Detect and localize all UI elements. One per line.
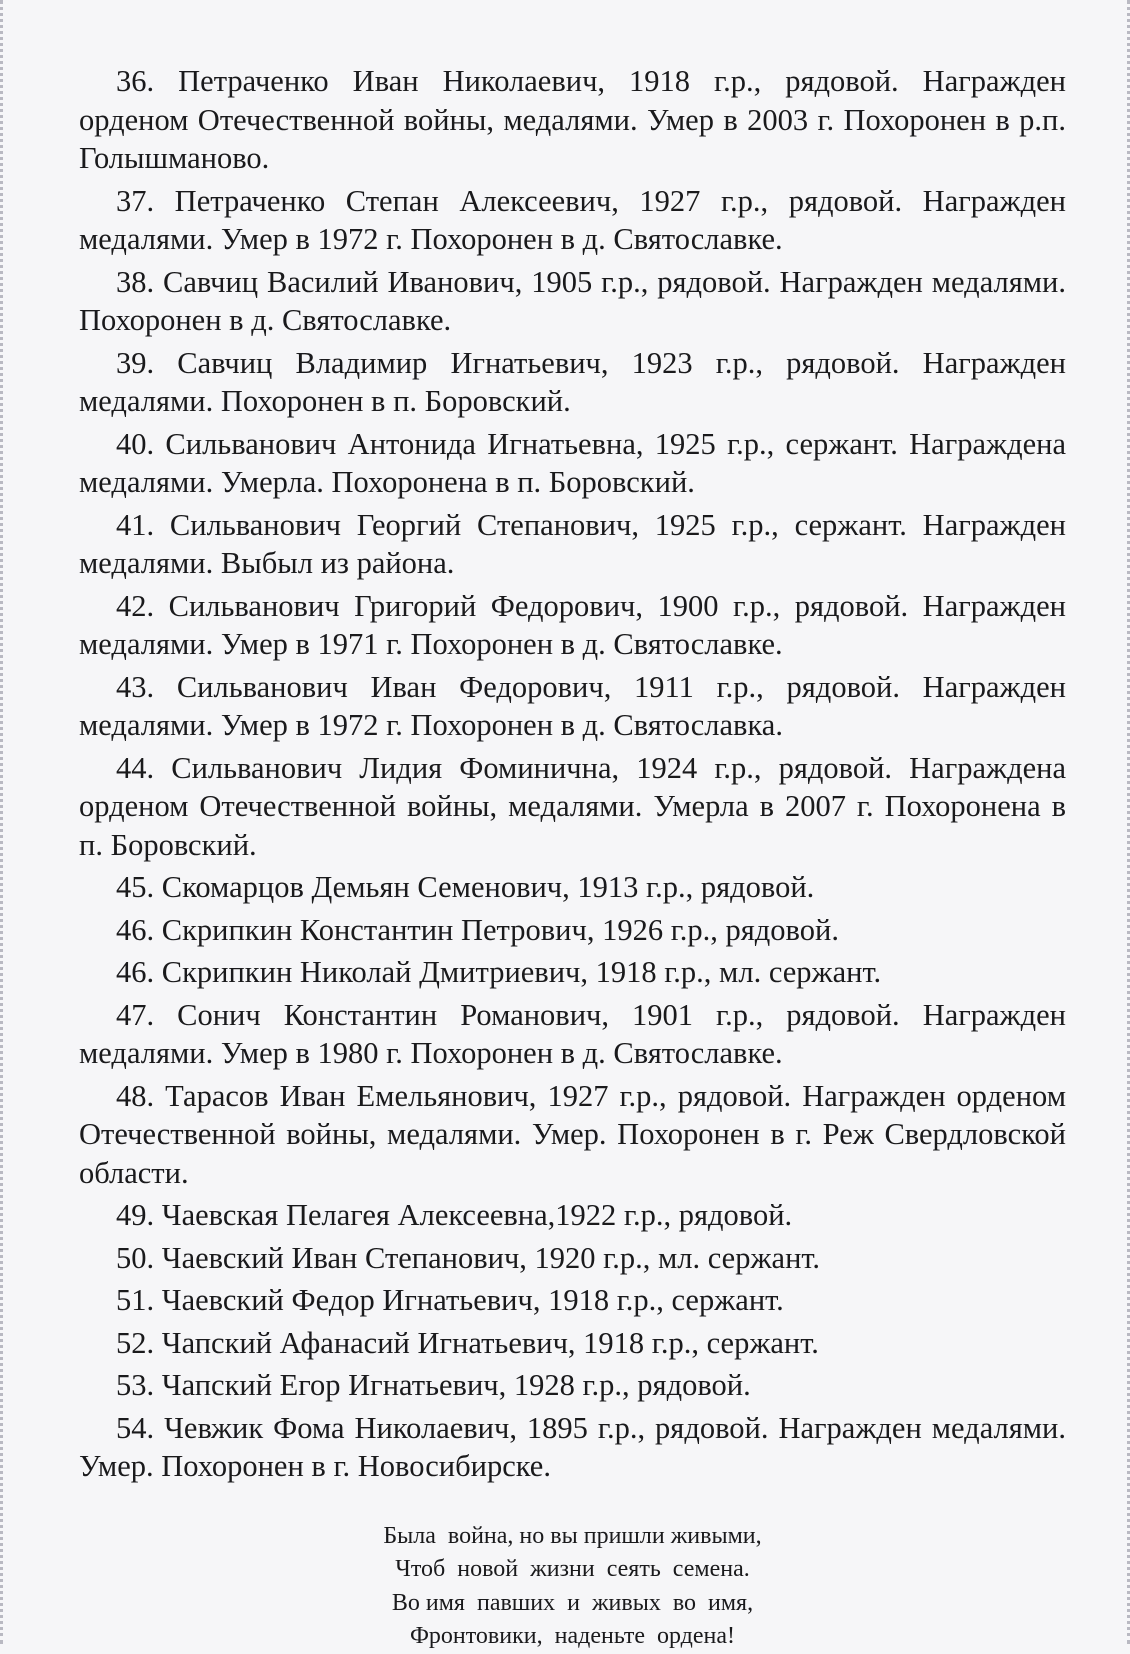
closing-poem (79, 1520, 1066, 1654)
list-item: 47. Сонич Константин Романович, 1901 г.р., рядовой. Награжден медалями. Умер в 1980 г. Похоронен в д. Святославке. (79, 997, 1066, 1070)
list-item: 46. Скрипкин Константин Петрович, 1926 г.р., рядовой. (116, 912, 839, 947)
list-item: 36. Петраченко Иван Николаевич, 1918 г.р., рядовой. Награжден орденом Отечественной войны, медалями. Умер в 2003 г. Похоронен в р.п. Голышманово. (79, 64, 1066, 175)
list-item: 46. Скрипкин Николай Дмитриевич, 1918 г.р., мл. сержант. (116, 955, 882, 989)
list-item: 49. Чаевская Пелагея Алексеевна,1922 г.р., рядовой. (116, 1198, 793, 1232)
list-item: 43. Сильванович Иван Федорович, 1911 г.р., рядовой. Награжден медалями. Умер в 1972 г. Похоронен в д. Святославка. (79, 669, 1066, 742)
list-item: 45. Скомарцов Демьян Семенович, 1913 г.р., рядовой. (116, 870, 815, 904)
list-item: 41. Сильванович Георгий Степанович, 1925 г.р., сержант. Награжден медалями. Выбыл из района. (79, 507, 1066, 580)
poem-line: Была война, но вы пришли живыми, (383, 1522, 762, 1549)
list-item: 48. Тарасов Иван Емельянович, 1927 г.р., рядовой. Награжден орденом Отечественной войны, медалями. Умер. Похоронен в г. Реж Свердловской области. (79, 1078, 1066, 1190)
poem-line: Во имя павших и живых во имя, (391, 1589, 754, 1616)
list-item: 51. Чаевский Федор Игнатьевич, 1918 г.р., сержант. (116, 1283, 784, 1317)
list-item: 38. Савчиц Василий Иванович, 1905 г.р., рядовой. Награжден медалями. Похоронен в д. Святославке. (79, 264, 1066, 337)
list-item: 52. Чапский Афанасий Игнатьевич, 1918 г.р., сержант. (116, 1325, 819, 1360)
list-item: 40. Сильванович Антонида Игнатьевна, 1925 г.р., сержант. Награждена медалями. Умерла. Похоронена в п. Боровский. (79, 426, 1066, 499)
veterans-list (79, 62, 1066, 1486)
poem-line: Фронтовики, наденьте ордена! (409, 1623, 736, 1649)
list-item: 54. Чевжик Фома Николаевич, 1895 г.р., рядовой. Награжден медалями. Умер. Похоронен в г. Новосибирске. (79, 1410, 1066, 1483)
list-item: 53. Чапский Егор Игнатьевич, 1928 г.р., рядовой. (116, 1368, 751, 1402)
document-body (79, 62, 1066, 1654)
list-item: 50. Чаевский Иван Степанович, 1920 г.р., мл. сержант. (116, 1240, 821, 1275)
poem-line: Чтоб новой жизни сеять семена. (395, 1556, 750, 1582)
list-item: 39. Савчиц Владимир Игнатьевич, 1923 г.р., рядовой. Награжден медалями. Похоронен в п. Боровский. (79, 345, 1066, 418)
list-item: 44. Сильванович Лидия Фоминична, 1924 г.р., рядовой. Награждена орденом Отечественной войны, медалями. Умерла в 2007 г. Похоронена в п. Боровский. (79, 750, 1066, 862)
list-item: 42. Сильванович Григорий Федорович, 1900 г.р., рядовой. Награжден медалями. Умер в 1971 г. Похоронен в д. Святославке. (79, 588, 1066, 661)
list-item: 37. Петраченко Степан Алексеевич, 1927 г.р., рядовой. Награжден медалями. Умер в 1972 г. Похоронен в д. Святославке. (79, 183, 1066, 256)
